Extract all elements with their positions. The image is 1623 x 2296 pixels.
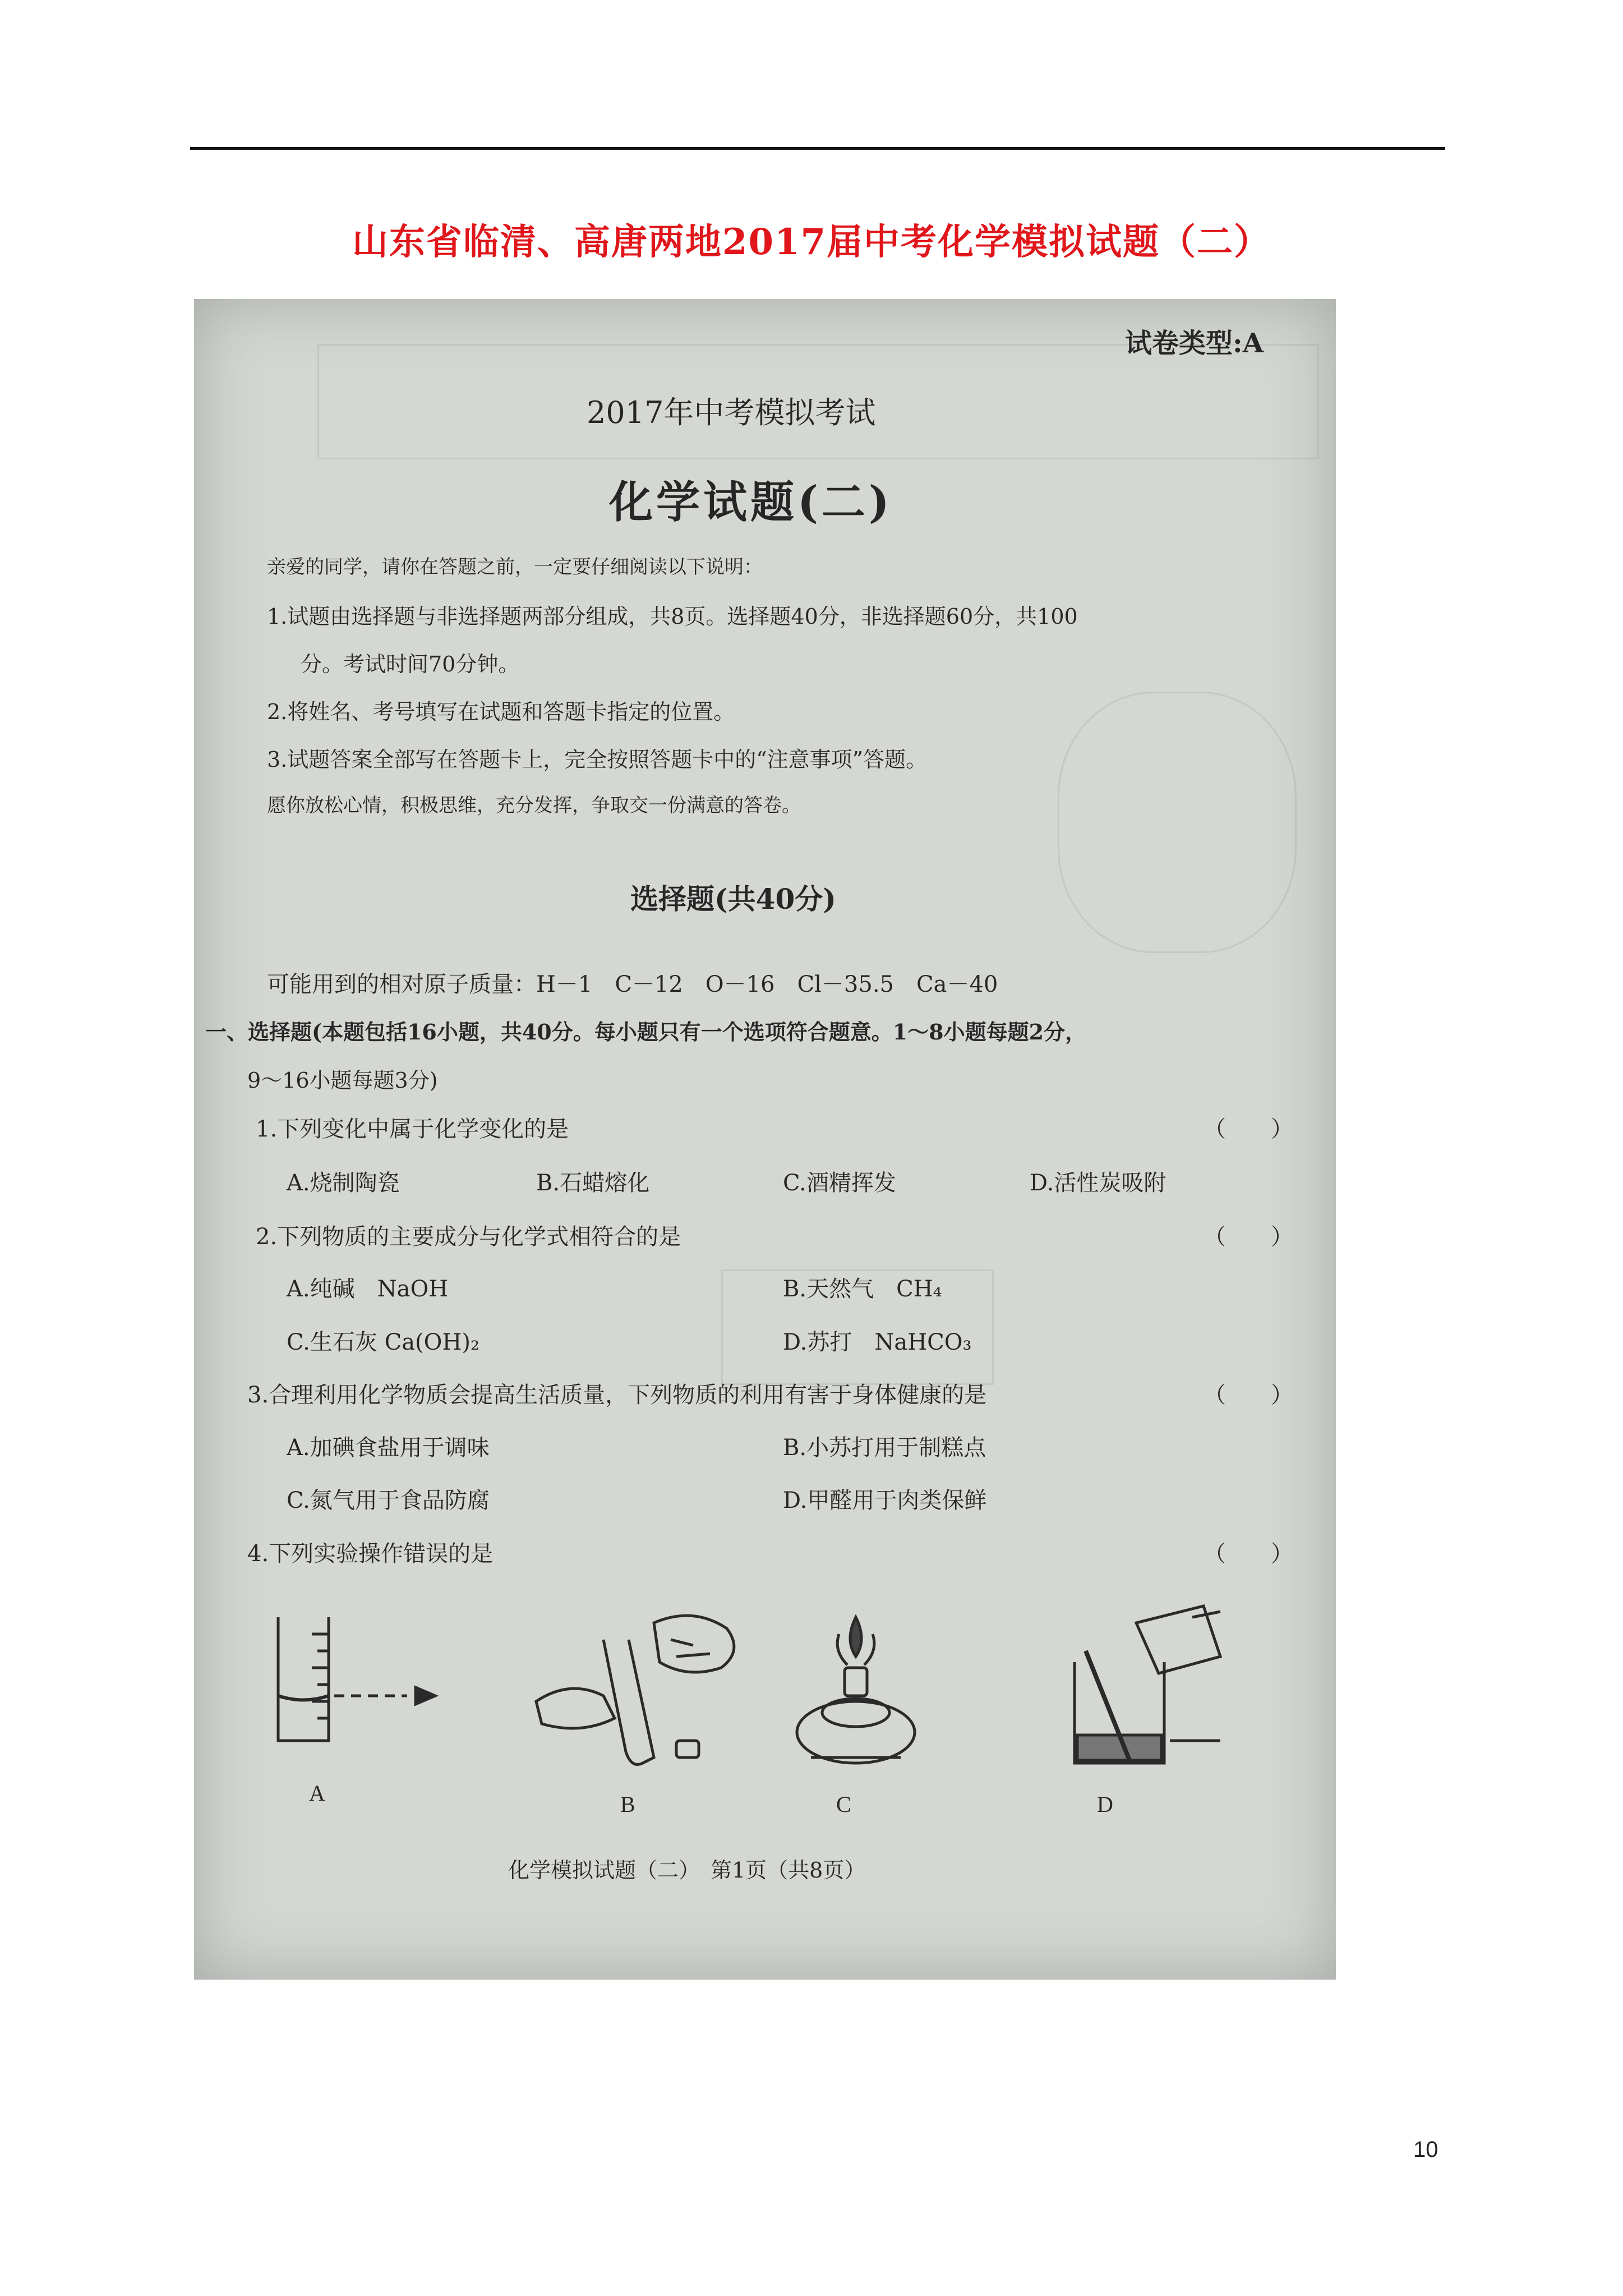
atomic-masses: 可能用到的相对原子质量：H－1 C－12 O－16 Cl－35.5 Ca－40 <box>267 972 998 997</box>
question-2-option-b: B.天然气 CH₄ <box>783 1276 942 1302</box>
exam-name: 2017年中考模拟考试 <box>587 395 876 430</box>
instruction-1-cont: 分。考试时间70分钟。 <box>301 652 520 677</box>
figure-a-graduated-cylinder <box>267 1612 469 1757</box>
paper-type-label: 试卷类型:A <box>1125 328 1264 359</box>
part-intro-line-1: 一、选择题(本题包括16小题，共40分。每小题只有一个选项符合题意。1～8小题每题2分， <box>205 1019 1087 1045</box>
figure-c-label: C <box>836 1792 851 1817</box>
question-4-bracket: （ ） <box>1204 1541 1293 1567</box>
page-number: 10 <box>1413 2137 1438 2162</box>
section-title: 选择题(共40分) <box>630 882 836 915</box>
question-2-bracket: （ ） <box>1204 1224 1293 1250</box>
question-2-option-d: D.苏打 NaHCO₃ <box>783 1329 972 1355</box>
subject-title: 化学试题(二) <box>609 477 893 528</box>
question-3-option-b: B.小苏打用于制糕点 <box>783 1435 986 1461</box>
document-title: 山东省临清、高唐两地2017届中考化学模拟试题（二） <box>352 221 1271 263</box>
question-2-stem: 2.下列物质的主要成分与化学式相符合的是 <box>256 1224 681 1250</box>
question-3-bracket: （ ） <box>1204 1382 1293 1408</box>
part-intro-line-2: 9～16小题每题3分) <box>247 1068 438 1093</box>
top-rule <box>190 147 1445 150</box>
figure-b-pouring-test-tube <box>508 1606 766 1786</box>
figure-d-label: D <box>1097 1792 1113 1817</box>
question-1-option-a: A.烧制陶瓷 <box>287 1170 400 1196</box>
question-1-option-b: B.石蜡熔化 <box>536 1170 650 1196</box>
figure-a-label: A <box>309 1780 325 1806</box>
question-1-option-d: D.活性炭吸附 <box>1030 1170 1166 1196</box>
bleed-through-diagram <box>1058 692 1297 953</box>
scanned-exam-page <box>194 299 1336 1980</box>
figure-c-alcohol-lamp <box>777 1606 934 1786</box>
figure-b-label: B <box>620 1792 635 1817</box>
question-2-option-c: C.生石灰 Ca(OH)₂ <box>287 1329 479 1355</box>
question-1-stem: 1.下列变化中属于化学变化的是 <box>256 1116 569 1142</box>
instruction-3: 3.试题答案全部写在答题卡上，完全按照答题卡中的“注意事项”答题。 <box>267 747 928 772</box>
question-1-option-c: C.酒精挥发 <box>783 1170 896 1196</box>
question-4-stem: 4.下列实验操作错误的是 <box>247 1541 494 1567</box>
question-3-option-a: A.加碘食盐用于调味 <box>287 1435 490 1461</box>
instruction-2: 2.将姓名、考号填写在试题和答题卡指定的位置。 <box>267 700 735 724</box>
figure-d-diluting-acid <box>1052 1600 1265 1780</box>
question-2-option-a: A.纯碱 NaOH <box>287 1276 449 1302</box>
question-3-option-d: D.甲醛用于肉类保鲜 <box>783 1488 987 1513</box>
greeting: 亲爱的同学，请你在答题之前，一定要仔细阅读以下说明： <box>267 556 763 578</box>
instruction-1: 1.试题由选择题与非选择题两部分组成，共8页。选择题40分，非选择题60分，共100 <box>267 604 1078 629</box>
question-3-stem: 3.合理利用化学物质会提高生活质量，下列物质的利用有害于身体健康的是 <box>247 1382 987 1408</box>
question-3-option-c: C.氮气用于食品防腐 <box>287 1488 490 1513</box>
question-1-bracket: （ ） <box>1204 1116 1293 1142</box>
wish-text: 愿你放松心情，积极思维，充分发挥，争取交一份满意的答卷。 <box>267 794 801 817</box>
scan-page-footer: 化学模拟试题（二） 第1页（共8页） <box>508 1858 866 1883</box>
